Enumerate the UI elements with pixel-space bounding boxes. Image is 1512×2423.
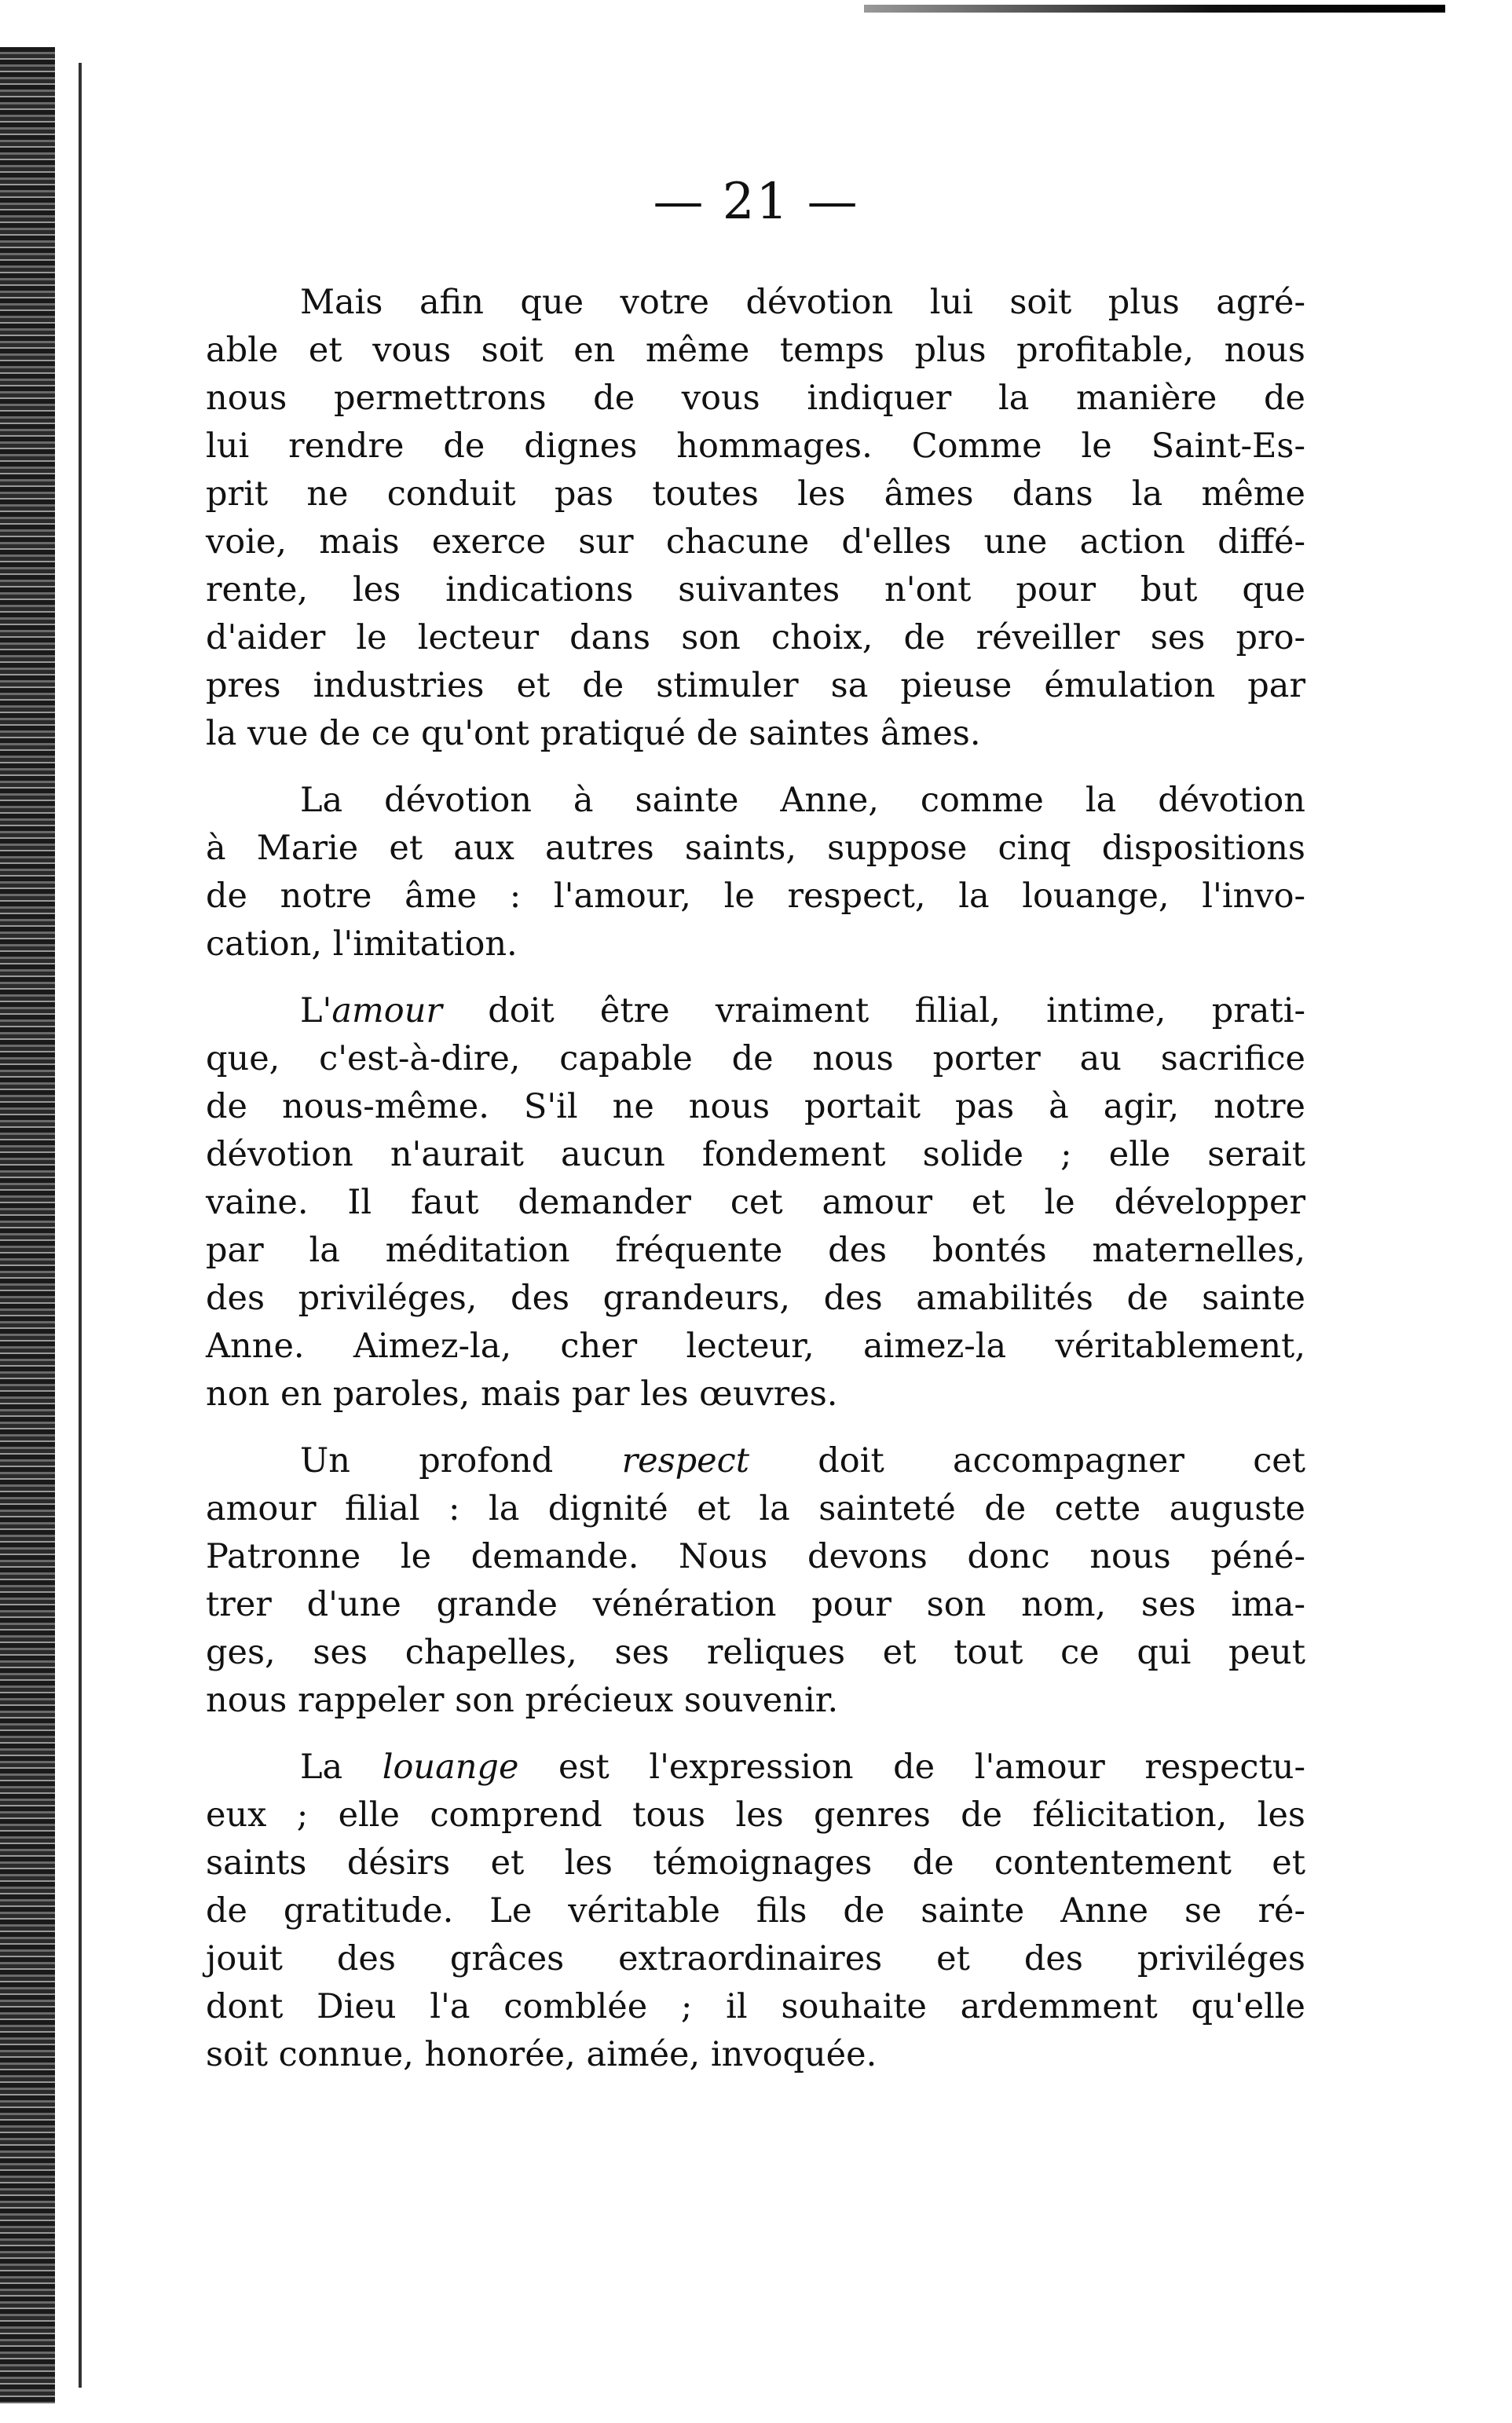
text-line: que, c'est-à-dire, capable de nous porter au sacrifice: [206, 1039, 1305, 1078]
text-line: pres industries et de stimuler sa pieuse émulation par: [206, 666, 1305, 705]
text-line: Anne. Aimez-la, cher lecteur, aimez-la véritablement,: [206, 1327, 1305, 1366]
paragraph-5: [206, 1744, 1305, 2079]
text-line: de notre âme : l'amour, le respect, la louange, l'invo-: [206, 877, 1305, 916]
paragraph-3: [206, 987, 1305, 1418]
text-line: lui rendre de dignes hommages. Comme le Saint-Es-: [206, 426, 1305, 466]
text-line: la vue de ce qu'ont pratiqué de saintes âmes.: [206, 714, 981, 753]
text-line: de gratitude. Le véritable fils de sainte Anne se ré-: [206, 1891, 1305, 1931]
top-scan-rule: [864, 5, 1445, 13]
text-line: La louange est l'expression de l'amour respectu-: [300, 1748, 1305, 1787]
body-text: [206, 279, 1305, 2098]
text-line: non en paroles, mais par les œuvres.: [206, 1374, 838, 1414]
text-line: cation, l'imitation.: [206, 924, 518, 964]
text-line: soit connue, honorée, aimée, invoquée.: [206, 2035, 877, 2074]
text-line: Patronne le demande. Nous devons donc nous péné-: [206, 1537, 1305, 1576]
text-line: saints désirs et les témoignages de contentement et: [206, 1843, 1305, 1883]
paragraph-4: [206, 1437, 1305, 1725]
emphasis-word: respect: [621, 1441, 749, 1481]
text-line: à Marie et aux autres saints, suppose cinq dispositions: [206, 829, 1305, 868]
text-line: L'amour doit être vraiment filial, intime, prati-: [300, 991, 1305, 1030]
text-line: nous permettrons de vous indiquer la manière de: [206, 379, 1305, 418]
text-line: amour filial : la dignité et la sainteté de cette auguste: [206, 1489, 1305, 1528]
text-line: prit ne conduit pas toutes les âmes dans la même: [206, 474, 1305, 514]
text-line: dont Dieu l'a comblée ; il souhaite ardemment qu'elle: [206, 1987, 1305, 2026]
page-number: — 21 —: [653, 173, 859, 231]
book-spine-shadow: [0, 47, 55, 2403]
page-edge-line: [79, 63, 82, 2388]
text-line: Mais afin que votre dévotion lui soit plus agré-: [300, 283, 1305, 322]
text-line: par la méditation fréquente des bontés maternelles,: [206, 1231, 1305, 1270]
text-line: Un profond respect doit accompagner cet: [300, 1441, 1306, 1481]
text-line: dévotion n'aurait aucun fondement solide ; elle serait: [206, 1135, 1305, 1174]
text-line: des priviléges, des grandeurs, des amabilités de sainte: [206, 1279, 1305, 1318]
text-line: nous rappeler son précieux souvenir.: [206, 1681, 839, 1720]
text-line: vaine. Il faut demander cet amour et le développer: [206, 1183, 1305, 1222]
text-line: eux ; elle comprend tous les genres de félicitation, les: [206, 1795, 1305, 1835]
text-line: ges, ses chapelles, ses reliques et tout ce qui peut: [206, 1633, 1305, 1672]
text-line: d'aider le lecteur dans son choix, de réveiller ses pro-: [206, 618, 1305, 657]
emphasis-word: louange: [382, 1748, 519, 1787]
text-line: jouit des grâces extraordinaires et des priviléges: [206, 1939, 1305, 1978]
emphasis-word: amour: [331, 991, 442, 1030]
text-line: trer d'une grande vénération pour son nom, ses ima-: [206, 1585, 1305, 1624]
text-line: able et vous soit en même temps plus profitable, nous: [206, 331, 1305, 370]
text-line: La dévotion à sainte Anne, comme la dévotion: [300, 781, 1305, 820]
text-line: rente, les indications suivantes n'ont pour but que: [206, 570, 1305, 609]
paragraph-2: [206, 777, 1305, 968]
text-line: de nous-même. S'il ne nous portait pas à agir, notre: [206, 1087, 1305, 1126]
text-line: voie, mais exerce sur chacune d'elles une action diffé-: [206, 522, 1305, 562]
paragraph-1: [206, 279, 1305, 758]
